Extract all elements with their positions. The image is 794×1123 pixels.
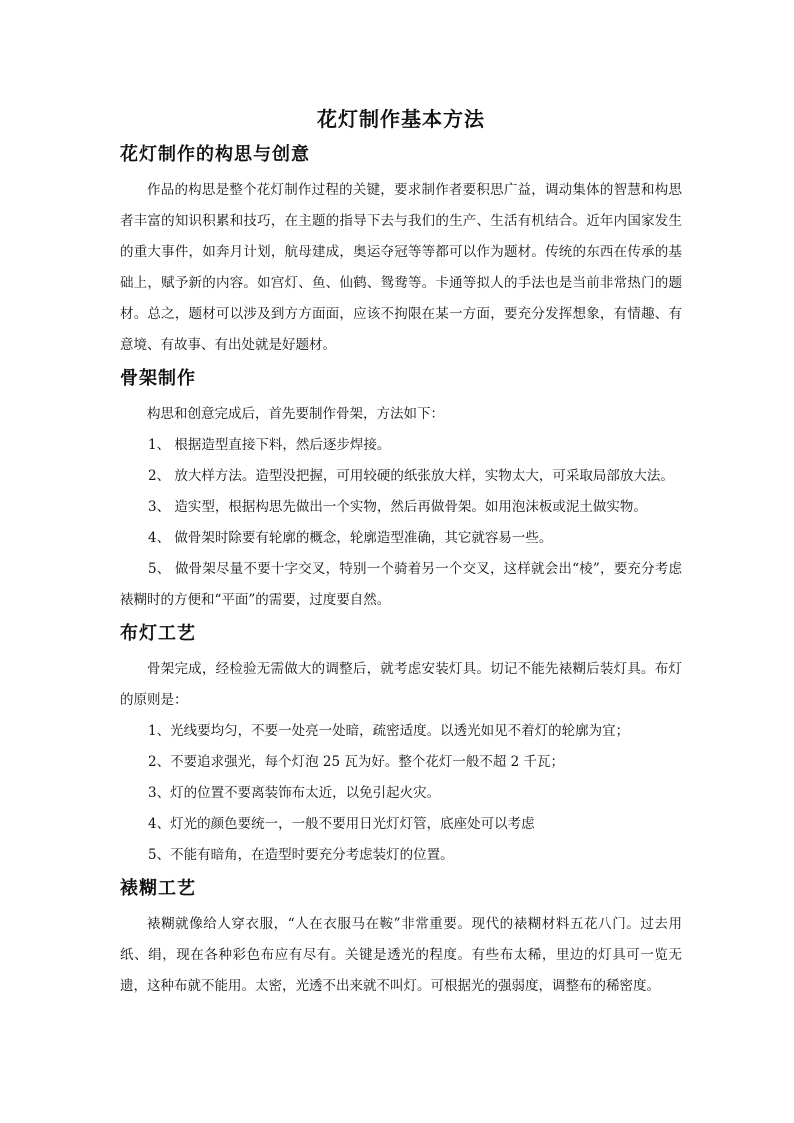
section-heading: 骨架制作	[120, 368, 196, 389]
section-heading: 布灯工艺	[120, 623, 196, 644]
list-item: 5、 做骨架尽量不要十字交叉，特别一个骑着另一个交叉，这样就会出“棱”，要充分考虑裱糊时的方便和“平面”的需要，过度要自然。	[120, 561, 682, 608]
paragraph: 作品的构思是整个花灯制作过程的关键，要求制作者要积思广益，调动集体的智慧和构思者丰富的知识积累和技巧，在主题的指导下去与我们的生产、生活有机结合。近年内国家发生的重大事件，如奔月计划，航母建成，奥运夺冠等等都可以作为题材。传统的东西在传承的基础上，赋予新的内容。如宫灯、鱼、仙鹤、鸳鸯等。卡通等拟人的手法也是当前非常热门的题材。总之，题材可以涉及到方方面面，应该不拘限在某一方面，要充分发挥想象，有情趣、有意境、有故事、有出处就是好题材。	[120, 182, 682, 353]
list-item: 5、不能有暗角，在造型时要充分考虑装灯的位置。	[148, 847, 454, 863]
paragraph: 骨架完成，经检验无需做大的调整后，就考虑安装灯具。切记不能先裱糊后装灯具。布灯的原则是：	[120, 661, 682, 708]
list-item: 1、光线要均匀，不要一处亮一处暗，疏密适度。以透光如见不着灯的轮廓为宜；	[148, 723, 630, 739]
section-heading: 裱糊工艺	[120, 878, 196, 899]
section-lighting	[120, 620, 682, 871]
paragraph: 构思和创意完成后，首先要制作骨架，方法如下：	[147, 406, 444, 422]
section-heading: 花灯制作的构思与创意	[120, 144, 310, 165]
document-title: 花灯制作基本方法	[317, 107, 485, 131]
list-item: 1、 根据造型直接下料，然后逐步焊接。	[148, 437, 391, 453]
list-item: 3、灯的位置不要离装饰布太近，以免引起火灾。	[148, 785, 441, 801]
paragraph: 裱糊就像给人穿衣服，“人在衣服马在鞍”非常重要。现代的裱糊材料五花八门。过去用纸、绢，现在各种彩色布应有尽有。关键是透光的程度。有些布太稀，里边的灯具可一览无遗，这种布就不能用。太密，光透不出来就不叫灯。可根据光的强弱度，调整布的稀密度。	[120, 916, 682, 994]
list-item: 2、 放大样方法。造型没把握，可用较硬的纸张放大样，实物太大，可采取局部放大法。	[148, 468, 674, 484]
list-item: 4、灯光的颜色要统一，一般不要用日光灯灯管，底座处可以考虑	[148, 816, 535, 832]
section-frame	[120, 365, 682, 616]
list-item: 4、 做骨架时除要有轮廓的概念，轮廓造型准确，其它就容易一些。	[148, 530, 553, 546]
list-item: 2、不要追求强光，每个灯泡 25 瓦为好。整个花灯一般不超 2 千瓦；	[148, 754, 565, 770]
section-mounting	[120, 875, 682, 1002]
list-item: 3、 造实型，根据构思先做出一个实物，然后再做骨架。如用泡沫板或泥土做实物。	[148, 499, 647, 515]
section-concept	[120, 141, 682, 361]
